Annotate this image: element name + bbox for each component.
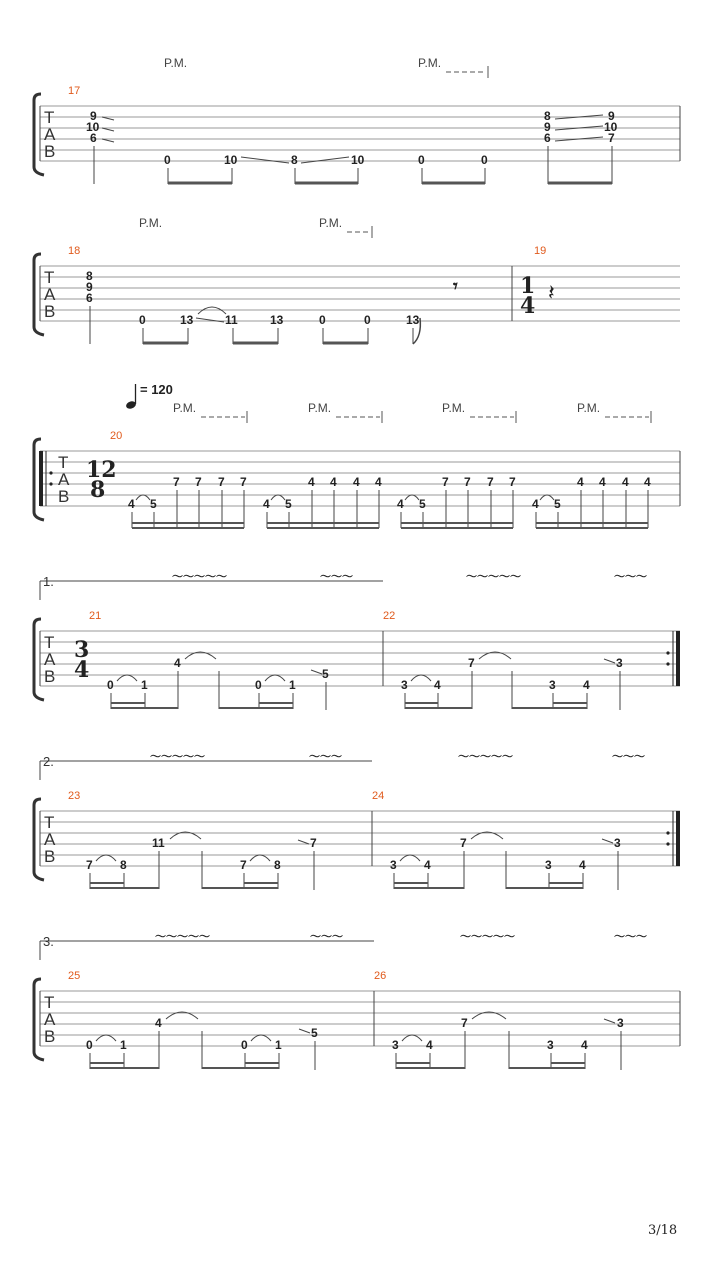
fret-number: 4 (128, 497, 135, 511)
slur (271, 495, 285, 500)
vibrato-icon: 〜〜〜〜〜 (155, 930, 210, 943)
measure-number: 22 (383, 610, 396, 622)
fret-number: 3 (401, 678, 408, 692)
time-signature (86, 457, 117, 503)
fret-number: 7 (310, 836, 317, 850)
tab-clef (44, 108, 56, 161)
beam-group (536, 490, 648, 528)
svg-text:A: A (44, 285, 56, 304)
fret-number: 7 (218, 475, 225, 489)
repeat-end (666, 631, 680, 686)
fret-number: 0 (255, 678, 262, 692)
svg-text:B: B (44, 847, 56, 866)
repeat-end (666, 811, 680, 866)
slur (402, 1035, 422, 1041)
measure-number: 21 (89, 610, 102, 622)
fret-number: 5 (285, 497, 292, 511)
fret-number: 1 (141, 678, 148, 692)
fret-number: 5 (150, 497, 157, 511)
eighth-rest-icon: 𝄾 (453, 276, 458, 297)
tab-clef (44, 813, 56, 866)
fret-number: 1 (120, 1038, 127, 1052)
vibrato-icon: 〜〜〜〜〜 (172, 570, 227, 583)
vibrato-icon: 〜〜〜 (320, 570, 353, 583)
vibrato-icon: 〜〜〜〜〜 (150, 750, 205, 763)
slur (405, 495, 419, 500)
system-4 (34, 570, 680, 710)
svg-text:1: 1 (520, 273, 536, 299)
fret-number: 6 (86, 291, 93, 305)
beam-group (132, 490, 244, 528)
svg-text:= 120: = 120 (140, 382, 173, 397)
fret-number: 7 (608, 131, 615, 145)
system-1 (34, 56, 680, 184)
system-3 (34, 382, 680, 528)
palm-mute-label: P.M. (442, 401, 466, 415)
fret-number: 7 (461, 1016, 468, 1030)
system-6 (34, 930, 680, 1070)
measure-number: 24 (372, 790, 385, 802)
staff-lines (40, 266, 680, 321)
tab-clef (44, 268, 56, 321)
slur (250, 855, 270, 861)
system-2 (34, 216, 680, 344)
svg-text:4: 4 (520, 293, 536, 319)
beam-group (267, 490, 379, 528)
fret-number: 10 (604, 120, 618, 134)
fret-number: 10 (86, 120, 100, 134)
vibrato-icon: 〜〜〜〜〜 (460, 930, 515, 943)
fret-number: 7 (86, 858, 93, 872)
svg-text:B: B (44, 302, 56, 321)
tempo-marking (125, 382, 173, 410)
fret-number: 1 (275, 1038, 282, 1052)
fret-number: 13 (270, 313, 284, 327)
svg-text:T: T (44, 813, 55, 832)
svg-text:8: 8 (90, 477, 106, 503)
fret-number: 4 (581, 1038, 588, 1052)
palm-mute-label: P.M. (577, 401, 601, 415)
slur (400, 855, 420, 861)
time-signature (520, 273, 535, 319)
fret-number: 4 (577, 475, 584, 489)
fret-number: 4 (579, 858, 586, 872)
svg-text:A: A (58, 470, 70, 489)
palm-mute-label: P.M. (139, 216, 163, 230)
fret-number: 7 (487, 475, 494, 489)
fret-number: 0 (139, 313, 146, 327)
fret-number: 4 (644, 475, 651, 489)
fret-number: 7 (460, 836, 467, 850)
fret-number: 8 (274, 858, 281, 872)
fret-number: 0 (241, 1038, 248, 1052)
fret-number: 0 (364, 313, 371, 327)
fret-number: 0 (107, 678, 114, 692)
fret-number: 4 (426, 1038, 433, 1052)
svg-text:A: A (44, 1010, 56, 1029)
fret-number: 3 (390, 858, 397, 872)
palm-mute-label: P.M. (418, 56, 442, 70)
svg-text:B: B (44, 142, 56, 161)
fret-number: 4 (353, 475, 360, 489)
svg-text:B: B (58, 487, 70, 506)
svg-text:T: T (44, 993, 55, 1012)
svg-text:3.: 3. (43, 934, 54, 949)
time-signature (74, 637, 89, 683)
fret-number: 4 (622, 475, 629, 489)
tab-clef (58, 453, 70, 506)
fret-number: 3 (549, 678, 556, 692)
svg-text:T: T (44, 268, 55, 287)
fret-number: 0 (319, 313, 326, 327)
fret-number: 9 (90, 109, 97, 123)
staff-lines (40, 451, 680, 506)
vibrato-icon: 〜〜〜 (614, 570, 647, 583)
fret-number: 5 (322, 667, 329, 681)
slur (265, 675, 285, 681)
fret-number: 4 (583, 678, 590, 692)
fret-number: 3 (616, 656, 623, 670)
fret-number: 5 (554, 497, 561, 511)
fret-number: 5 (311, 1026, 318, 1040)
fret-number: 4 (434, 678, 441, 692)
fret-number: 4 (424, 858, 431, 872)
fret-number: 3 (545, 858, 552, 872)
measure-number: 20 (110, 430, 123, 442)
svg-text:4: 4 (74, 657, 90, 683)
vibrato-icon: 〜〜〜 (612, 750, 645, 763)
fret-number: 10 (351, 153, 365, 167)
fret-number: 7 (464, 475, 471, 489)
measure-number: 25 (68, 970, 81, 982)
svg-text:1.: 1. (43, 574, 54, 589)
fret-number: 10 (224, 153, 238, 167)
slur (117, 675, 137, 681)
fret-number: 3 (614, 836, 621, 850)
tab-clef (44, 633, 56, 686)
measure-number: 19 (534, 245, 547, 257)
svg-text:12: 12 (86, 457, 117, 483)
fret-number: 7 (173, 475, 180, 489)
fret-number: 8 (86, 269, 93, 283)
fret-number: 1 (289, 678, 296, 692)
fret-number: 9 (86, 280, 93, 294)
fret-number: 11 (152, 836, 165, 850)
tab-clef (44, 993, 56, 1046)
fret-number: 0 (418, 153, 425, 167)
measure-number: 17 (68, 85, 81, 97)
fret-number: 7 (195, 475, 202, 489)
fret-number: 9 (608, 109, 615, 123)
fret-number: 3 (392, 1038, 399, 1052)
palm-mute-label: P.M. (173, 401, 197, 415)
slur (136, 495, 150, 500)
svg-text:A: A (44, 125, 56, 144)
svg-text:B: B (44, 667, 56, 686)
measure-number: 26 (374, 970, 387, 982)
fret-number: 0 (481, 153, 488, 167)
fret-number: 7 (240, 475, 247, 489)
fret-number: 7 (442, 475, 449, 489)
fret-number: 8 (544, 109, 551, 123)
slur (540, 495, 554, 500)
slur (411, 675, 431, 681)
system-5 (34, 750, 680, 890)
fret-number: 4 (174, 656, 181, 670)
fret-number: 3 (617, 1016, 624, 1030)
vibrato-icon: 〜〜〜〜〜 (466, 570, 521, 583)
svg-text:T: T (58, 453, 69, 472)
fret-number: 7 (240, 858, 247, 872)
fret-number: 11 (225, 313, 238, 327)
fret-number: 4 (375, 475, 382, 489)
fret-number: 4 (330, 475, 337, 489)
vibrato-icon: 〜〜〜 (310, 930, 343, 943)
palm-mute-label: P.M. (164, 56, 188, 70)
fret-number: 4 (532, 497, 539, 511)
slur (251, 1035, 271, 1041)
measure-number: 18 (68, 245, 81, 257)
quarter-rest-icon: 𝄽 (548, 281, 555, 306)
fret-number: 7 (468, 656, 475, 670)
vibrato-icon: 〜〜〜 (614, 930, 647, 943)
fret-number: 0 (164, 153, 171, 167)
fret-number: 7 (509, 475, 516, 489)
repeat-start (39, 451, 53, 506)
svg-text:B: B (44, 1027, 56, 1046)
fret-number: 9 (544, 120, 551, 134)
measure-number: 23 (68, 790, 81, 802)
fret-number: 3 (547, 1038, 554, 1052)
beam-group (401, 490, 513, 528)
slur (96, 855, 116, 861)
vibrato-icon: 〜〜〜 (309, 750, 342, 763)
page-number: 3/18 (648, 1223, 678, 1238)
fret-number: 13 (180, 313, 194, 327)
palm-mute-label: P.M. (308, 401, 332, 415)
fret-number: 4 (397, 497, 404, 511)
fret-number: 6 (544, 131, 551, 145)
fret-number: 8 (120, 858, 127, 872)
svg-text:3: 3 (74, 637, 90, 663)
svg-text:T: T (44, 633, 55, 652)
slur (96, 1035, 116, 1041)
svg-text:2.: 2. (43, 754, 54, 769)
svg-text:T: T (44, 108, 55, 127)
fret-number: 5 (419, 497, 426, 511)
fret-number: 4 (599, 475, 606, 489)
vibrato-icon: 〜〜〜〜〜 (458, 750, 513, 763)
fret-number: 6 (90, 131, 97, 145)
fret-number: 0 (86, 1038, 93, 1052)
palm-mute-label: P.M. (319, 216, 343, 230)
svg-text:A: A (44, 650, 56, 669)
svg-text:A: A (44, 830, 56, 849)
fret-number: 8 (291, 153, 298, 167)
fret-number: 4 (155, 1016, 162, 1030)
fret-number: 13 (406, 313, 420, 327)
fret-number: 4 (263, 497, 270, 511)
fret-number: 4 (308, 475, 315, 489)
